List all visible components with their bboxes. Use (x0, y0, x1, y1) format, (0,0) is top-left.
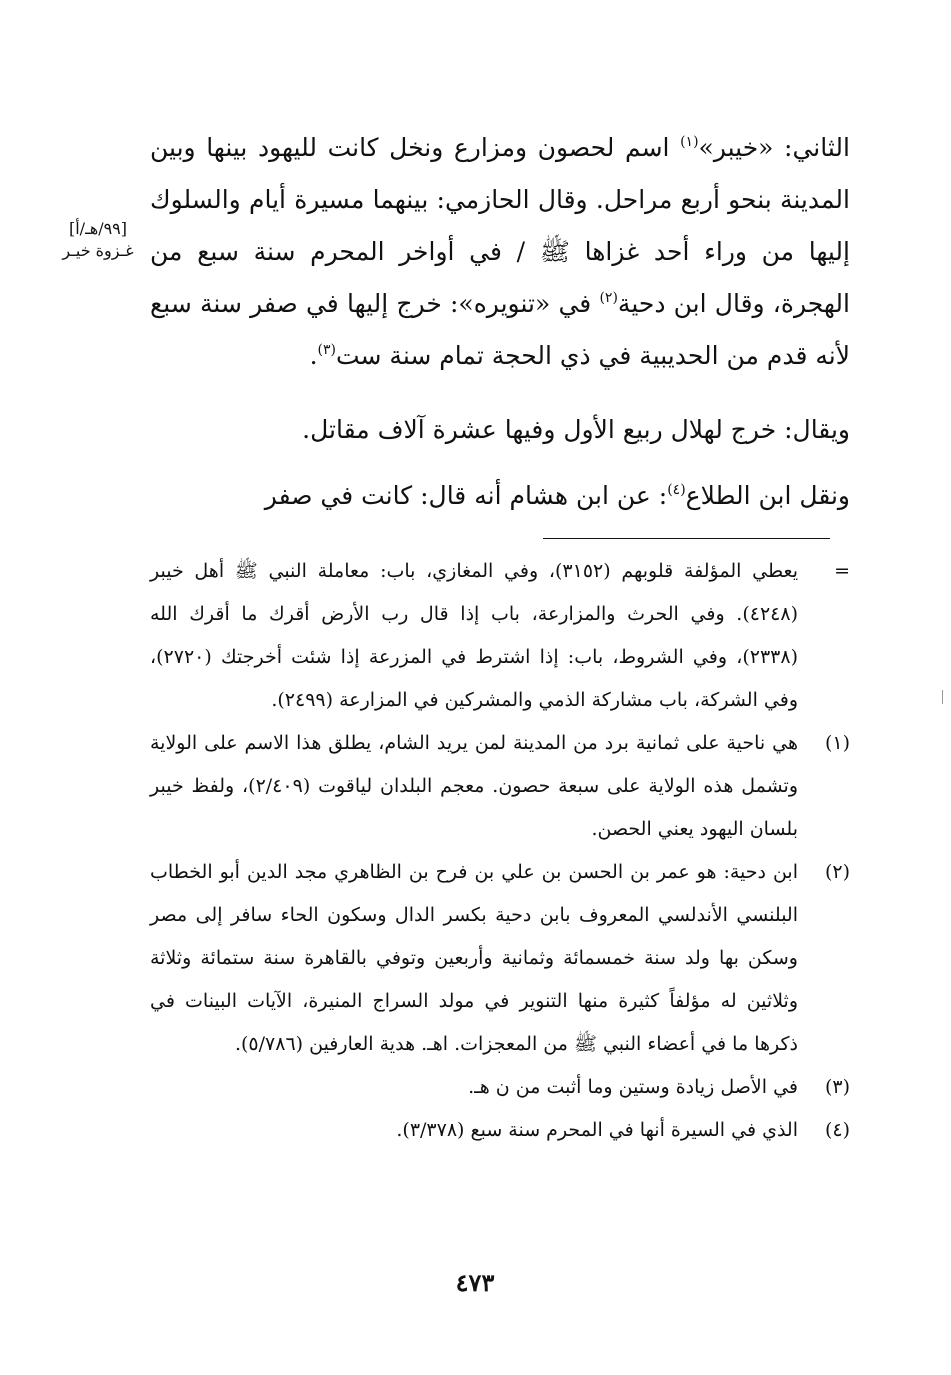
footnote-text: في الأصل زيادة وستين وما أثبت من ن هـ. (468, 1076, 798, 1098)
margin-note (52, 218, 144, 262)
footnote-ref-2: (٢) (599, 290, 618, 306)
footnote-marker: = (834, 560, 850, 582)
page-number: ٤٧٣ (455, 1268, 495, 1297)
margin-folio-ref: [٩٩/هـ/أ] (68, 219, 128, 238)
footnote-marker: (٢) (824, 861, 850, 883)
footnote-2 (150, 851, 850, 1066)
margin-section-label: غـزوة خيـر (62, 241, 134, 260)
footnote-marker: (٣) (824, 1076, 850, 1098)
footnote-text: هي ناحية على ثمانية برد من المدينة لمن يريد الشام، يطلق هذا الاسم على الولاية وتشمل هذه الولاية على سبعة حصون. معجم البلدان لياقوت (٢/٤٠٩)، ولفظ خيبر بلسان اليهود يعني الحصن. (150, 732, 799, 840)
footnote-3 (150, 1066, 850, 1109)
footnote-4 (150, 1109, 850, 1152)
footnotes (150, 550, 850, 1152)
footnote-marker: (١) (824, 732, 850, 754)
main-text (150, 122, 850, 522)
footnote-continuation (150, 550, 850, 722)
footnote-text: يعطي المؤلفة قلوبهم (٣١٥٢)، وفي المغازي، باب: معاملة النبي ﷺ أهل خيبر (٤٢٤٨). وفي الحرث والمزارعة، باب إذا قال رب الأرض أقرك ما أقرك الله (٢٣٣٨)، وفي الشروط، باب: إذا اشترط في المزرعة إذا شئت أخرجتك (٢٧٢٠)، وفي الشركة، باب مشاركة الذمي والمشركين في المزارعة (٢٤٩٩). (150, 560, 798, 711)
footnote-text: الذي في السيرة أنها في المحرم سنة سبع (٣/٣٧٨). (396, 1119, 798, 1141)
footnote-marker: (٤) (824, 1119, 850, 1141)
paragraph-khaybar: الثاني: «خيبر»$^{(١)}$ اسم لحصون ومزارع ونخل كانت لليهود بينها وبين المدينة بنحو أربع مراحل. وقال الحازمي: بينهما مسيرة أيام والسلوك إليها من وراء أحد غزاها ﷺ / في أواخر المحرم سنة سبع من الهجرة، وقال ابن دحية$^{(٢)}$ في «تنويره»: خرج إليها في صفر سنة سبع لأنه قدم من الحديبية في ذي الحجة تمام سنة ست$^{(٣)}$. (150, 133, 850, 370)
paragraph-ibn-tallaa: ونقل ابن الطلاع$^{(٤)}$: عن ابن هشام أنه قال: كانت في صفر (264, 481, 850, 510)
footnote-ref-1: (١) (680, 134, 699, 150)
footnote-ref-3: (٣) (317, 342, 336, 358)
footnote-separator (543, 538, 830, 539)
scan-mark (942, 690, 943, 704)
footnote-1 (150, 722, 850, 851)
footnote-text: ابن دحية: هو عمر بن الحسن بن علي بن فرح بن الظاهري مجد الدين أبو الخطاب البلنسي الأندلسي المعروف بابن دحية بكسر الدال وسكون الحاء سافر إلى مصر وسكن بها ولد سنة خمسمائة وثمانية وأربعين وتوفي بالقاهرة سنة ستمائة وثلاثة وثلاثين له مؤلفاً كثيرة منها التنوير في مولد السراج المنيرة، الآيات البينات في ذكرها ما في أعضاء النبي ﷺ من المعجزات. اهـ. هدية العارفين (٥/٧٨٦). (150, 861, 798, 1055)
footnote-ref-4: (٤) (667, 482, 686, 498)
paragraph-rabi: ويقال: خرج لهلال ربيع الأول وفيها عشرة آلاف مقاتل. (302, 415, 850, 444)
